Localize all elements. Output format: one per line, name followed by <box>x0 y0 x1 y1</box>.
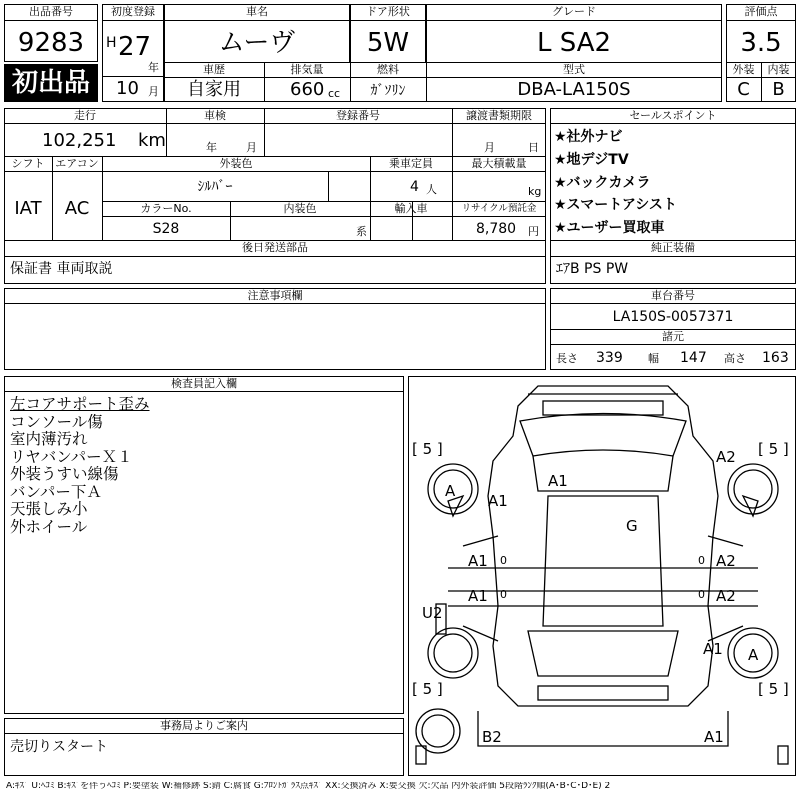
chassis-label: 車台番号 <box>651 289 695 302</box>
door-type: 5W <box>366 28 410 58</box>
width-label: 幅 <box>648 352 659 365</box>
inspector-line: 外ホイール <box>10 517 88 536</box>
car-name: ムーヴ <box>218 28 296 58</box>
color-no-label: カラーNo. <box>140 202 192 215</box>
load-label: 最大積載量 <box>471 157 527 170</box>
score-label: 評価点 <box>744 5 778 18</box>
shift-label: シフト <box>11 157 45 170</box>
mark-fender-fl: A1 <box>488 492 508 510</box>
fuel: ｶﾞｿﾘﾝ <box>370 83 406 99</box>
month-unit: 月 <box>148 85 159 98</box>
interior-color-label: 内装色 <box>283 202 317 215</box>
inspection-month-unit: 月 <box>246 141 257 154</box>
inspector-line: 天張しみ小 <box>10 500 88 518</box>
length-label: 長さ <box>556 352 578 365</box>
height-label: 高さ <box>724 352 746 365</box>
inspector-label: 検査員記入欄 <box>171 377 237 390</box>
selling-points-label: セールスポイント <box>629 109 717 122</box>
selling-point: ★ユーザー買取車 <box>554 220 665 236</box>
ext-label: 外装 <box>732 63 755 76</box>
car-diagram <box>408 376 796 776</box>
inspector-line: 室内薄汚れ <box>10 430 88 448</box>
aircon-label: エアコン <box>55 157 99 170</box>
displacement-label: 排気量 <box>290 63 324 76</box>
mark-bumper-rl: B2 <box>482 728 502 746</box>
height: 163 <box>762 350 789 366</box>
mark-tire-fr: [ 5 ] <box>758 440 789 458</box>
notes-label: 注意事項欄 <box>247 289 303 302</box>
transfer-month-unit: 月 <box>484 141 495 154</box>
mark-tire-rr: [ 5 ] <box>758 680 789 698</box>
mark-tire-fl: [ 5 ] <box>412 440 443 458</box>
grade: L SA2 <box>536 28 612 58</box>
mark-door-fl: A1 <box>468 552 488 570</box>
width: 147 <box>680 350 707 366</box>
history-label: 車歴 <box>203 63 225 76</box>
mark-seal-b: 0 <box>698 554 705 567</box>
import-label: 輸入車 <box>394 202 428 215</box>
recycle-unit: 円 <box>528 225 539 238</box>
exterior-color: ｼﾙﾊﾞｰ <box>197 179 233 195</box>
selling-point: ★スマートアシスト <box>554 197 677 213</box>
mark-seal-d: 0 <box>698 588 705 601</box>
reg-no-label: 登録番号 <box>336 109 380 122</box>
mileage: 102,251 <box>42 130 117 151</box>
first-reg-label: 初度登録 <box>111 5 155 18</box>
int-score: B <box>772 79 785 100</box>
mileage-unit: km <box>138 130 166 151</box>
inspector-line: バンパー下Ａ <box>10 482 102 501</box>
inspector-line: コンソール傷 <box>10 412 103 431</box>
capacity-unit: 人 <box>426 183 437 196</box>
transfer-label: 譲渡書類期限 <box>466 109 532 122</box>
first-listing-badge: 初出品 <box>4 64 98 102</box>
era: H <box>106 35 117 51</box>
car-name-label: 車名 <box>246 5 268 18</box>
chassis-number: LA150S-0057371 <box>612 309 734 325</box>
selling-point: ★バックカメラ <box>554 175 651 191</box>
mark-quarter-rl: U2 <box>422 604 443 622</box>
inspector-notes <box>10 396 150 536</box>
capacity-label: 乗車定員 <box>389 157 433 170</box>
inspection-label: 車検 <box>204 109 226 122</box>
later-parts-label: 後日発送部品 <box>242 241 308 254</box>
mileage-label: 走行 <box>74 109 96 122</box>
equipment: ｴｱB PS PW <box>556 261 629 277</box>
spec-label: 諸元 <box>662 330 684 343</box>
transfer-day-unit: 日 <box>528 141 539 154</box>
color-no: S28 <box>152 221 180 237</box>
legend: A:ｷｽﾞ U:ﾍｺﾐ B:ｷｽﾞを伴うﾍｺﾐ P:要塗装 W:補修跡 S:錆 C:腐食 G:ﾌﾛﾝﾄｶﾞﾗｽ点ｷｽﾞ XX:交換済み X:要交換 欠:欠品 内外装評価 5段階ﾗﾝｸ順(A･B･C･D･E) 2 <box>6 782 611 791</box>
office-label: 事務局よりご案内 <box>160 719 248 732</box>
inspector-line: リヤバンパーＸ１ <box>10 447 133 466</box>
selling-point: ★地デジTV <box>554 152 629 168</box>
lot-number: 9283 <box>17 28 85 58</box>
first-reg-month: 10 <box>116 78 139 99</box>
inspector-line: 外装うすい線傷 <box>10 465 119 483</box>
mark-door-rl: A1 <box>468 587 488 605</box>
model-label: 型式 <box>563 63 585 76</box>
mark-seal-c: 0 <box>500 588 507 601</box>
displacement: 660 <box>290 79 325 100</box>
interior-color-unit: 系 <box>356 225 367 238</box>
selling-point: ★社外ナビ <box>554 129 623 145</box>
model: DBA-LA150S <box>517 79 631 100</box>
mark-seal-a: 0 <box>500 554 507 567</box>
office-note: 売切りスタート <box>10 739 108 755</box>
color-label: 外装色 <box>219 157 253 170</box>
mark-wheel-rr: A <box>748 646 759 664</box>
displacement-unit: cc <box>328 87 341 100</box>
first-reg-year: 27 <box>118 32 152 62</box>
recycle-label: リサイクル預託金 <box>461 203 537 214</box>
mark-roof: G <box>626 517 638 535</box>
load-unit: kg <box>528 185 542 198</box>
mark-bumper-rr: A1 <box>704 728 724 746</box>
mark-tire-rl: [ 5 ] <box>412 680 443 698</box>
score: 3.5 <box>740 28 782 58</box>
inspection-year-unit: 年 <box>206 141 217 154</box>
equipment-label: 純正装備 <box>651 241 695 254</box>
mark-door-fr: A2 <box>716 552 736 570</box>
later-parts: 保証書 車両取説 <box>10 261 113 277</box>
capacity: 4 <box>410 179 419 195</box>
mark-fender-fr: A2 <box>716 448 736 466</box>
mark-door-rr: A2 <box>716 587 736 605</box>
inspector-line: 左コアサポート歪み <box>10 395 150 413</box>
recycle-fee: 8,780 <box>476 221 517 237</box>
fuel-label: 燃料 <box>377 63 399 76</box>
mark-hood: A1 <box>548 472 568 490</box>
year-unit: 年 <box>148 61 159 74</box>
lot-label: 出品番号 <box>29 5 73 18</box>
shift: IAT <box>14 198 42 219</box>
aircon: AC <box>64 198 90 219</box>
mark-quarter-rr: A1 <box>703 640 723 658</box>
door-label: ドア形状 <box>366 5 410 18</box>
history: 自家用 <box>187 79 241 100</box>
ext-score: C <box>737 79 750 100</box>
length: 339 <box>596 350 623 366</box>
mark-wheel-fl: A <box>445 482 456 500</box>
int-label: 内装 <box>767 63 790 76</box>
grade-label: グレード <box>552 5 596 18</box>
